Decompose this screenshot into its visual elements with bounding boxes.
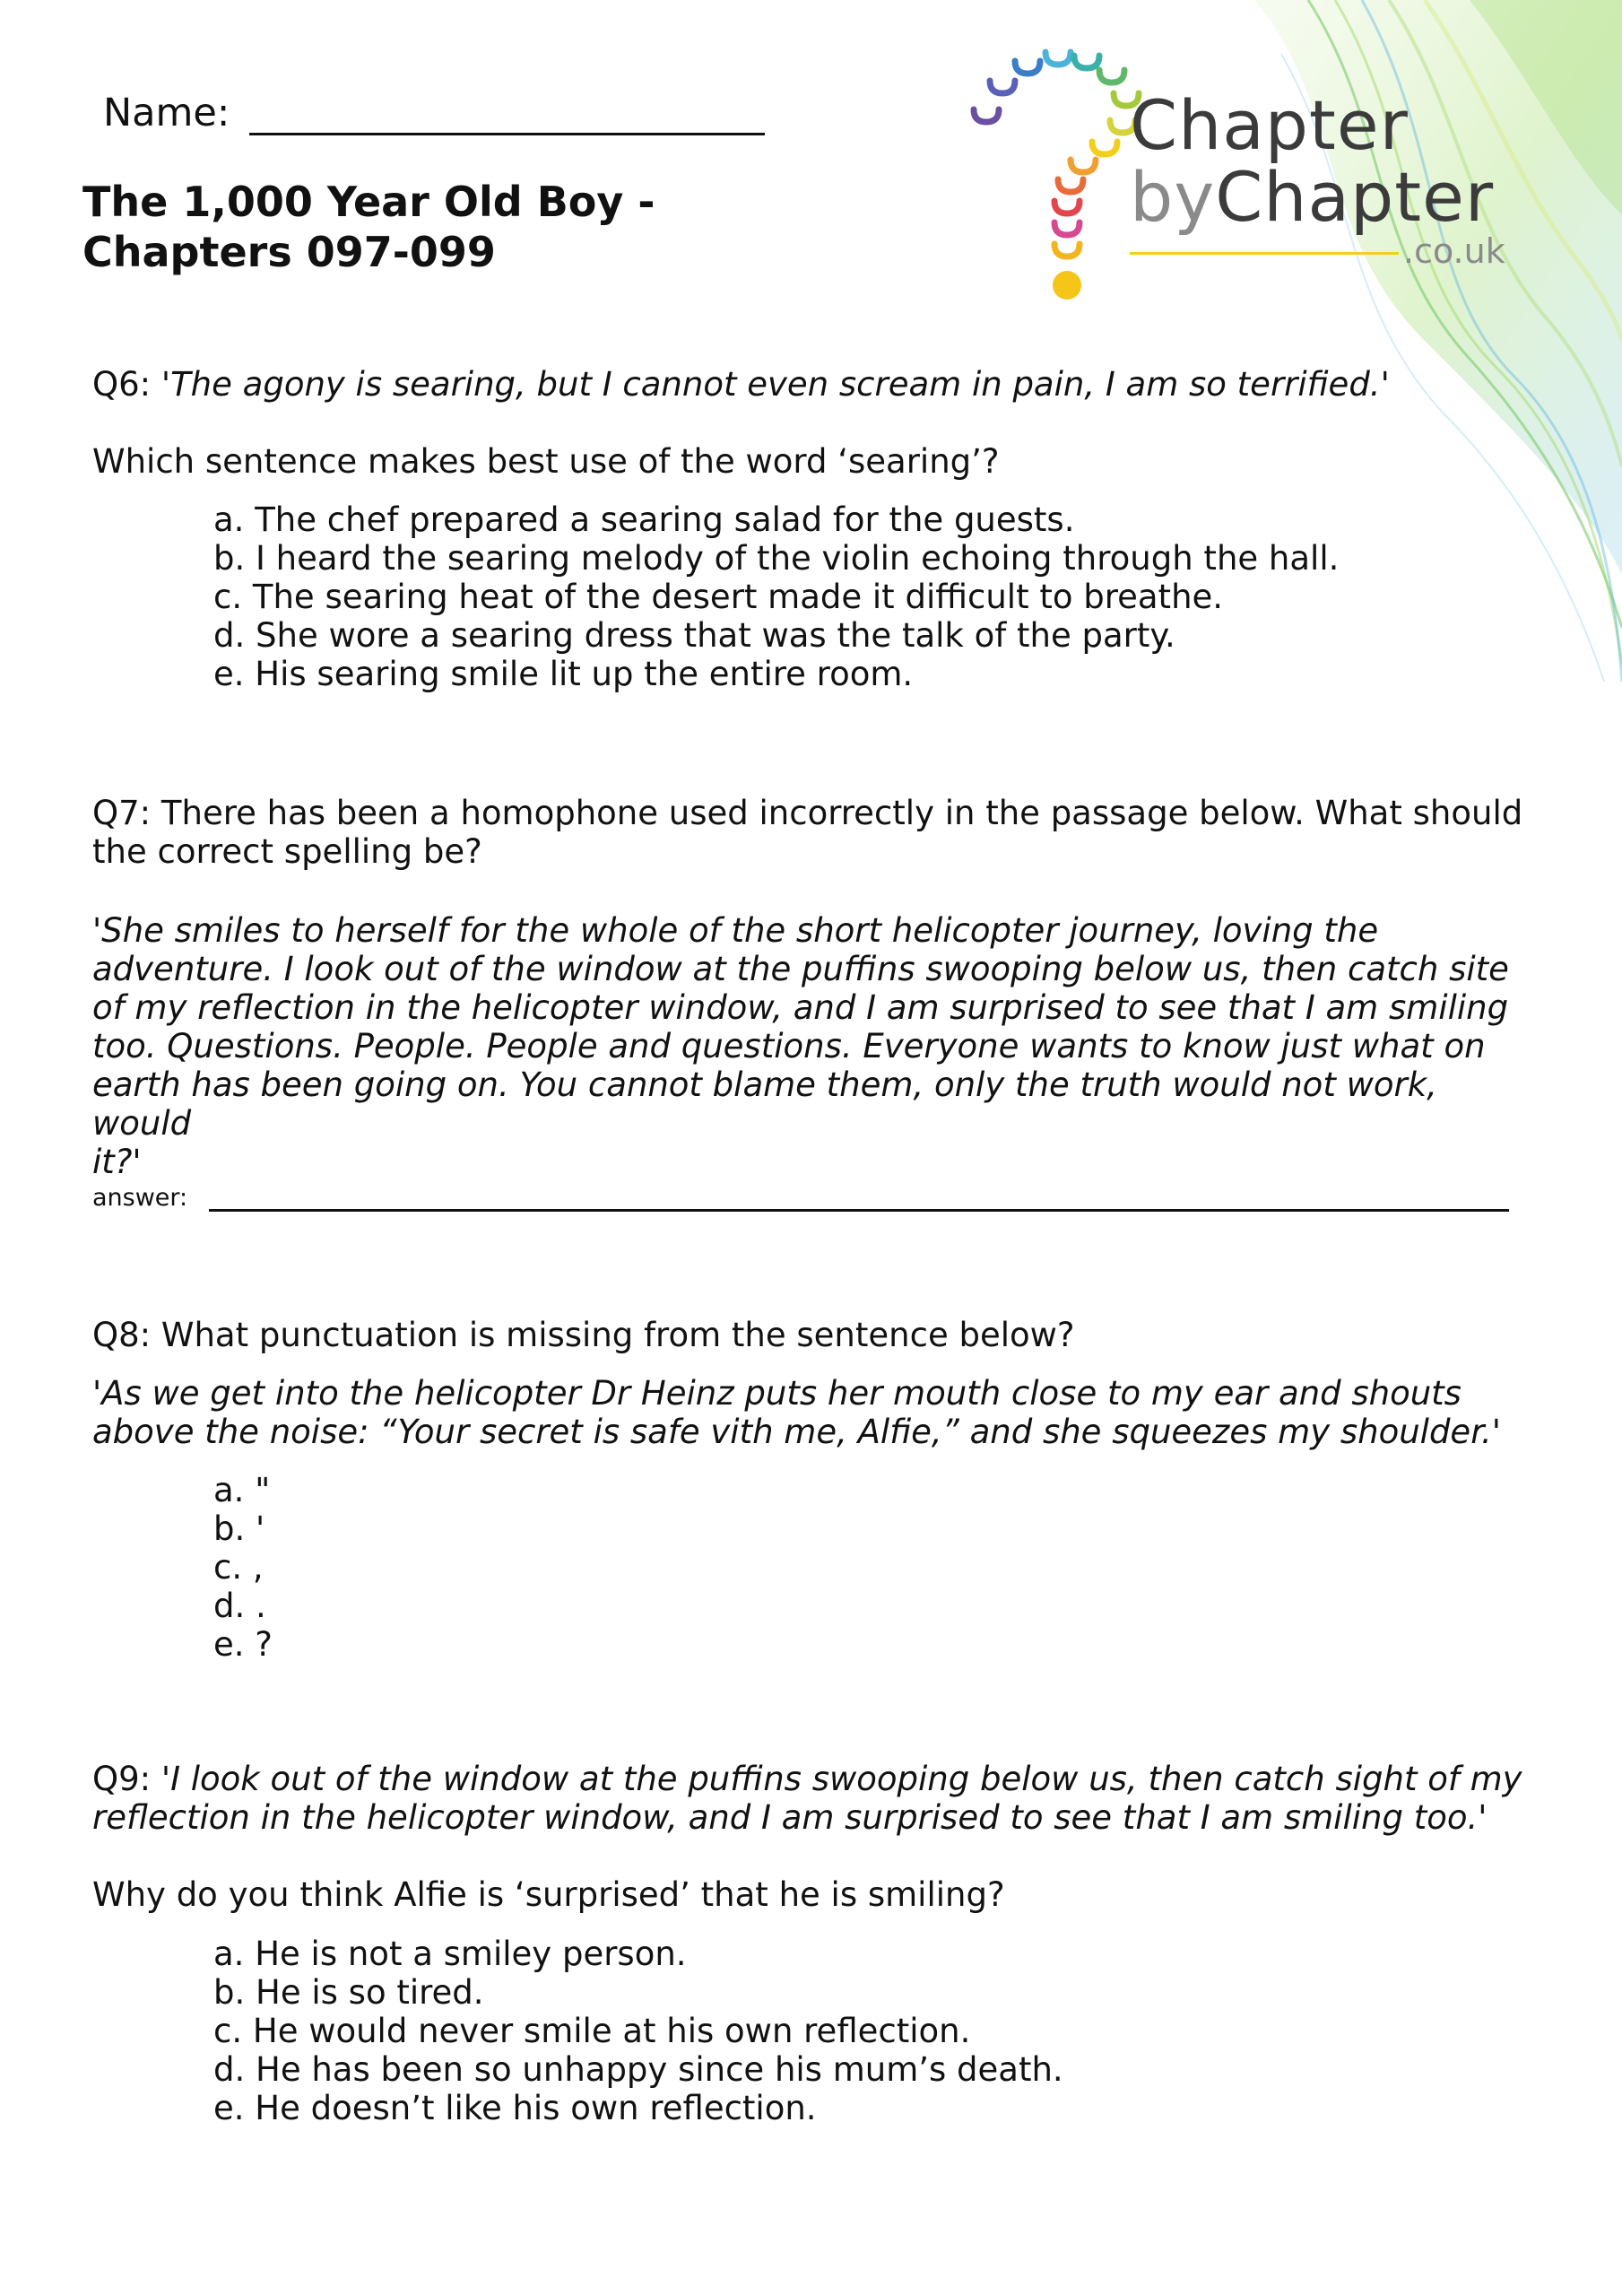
name-line[interactable] (249, 90, 765, 135)
q8-option-c[interactable]: c. , (213, 1548, 264, 1587)
q6-option-d[interactable]: d. She wore a searing dress that was the talk of the party. (213, 616, 1175, 655)
q6-label: Q6: (92, 365, 152, 404)
q6-prompt (92, 365, 1527, 404)
q9-question: Why do you think Alfie is ‘surprised’ that he is smiling? (92, 1875, 1005, 1914)
q8-question: Q8: What punctuation is missing from the sentence below? (92, 1316, 1075, 1354)
q9-quote-line-2: reflection in the helicopter window, and I am surprised to see that I am smiling too.' (92, 1798, 1488, 1837)
q7-question-line-2: the correct spelling be? (92, 832, 482, 871)
name-label: Name: (103, 91, 230, 135)
q9-option-b[interactable]: b. He is so tired. (213, 1973, 484, 2012)
q7-passage-line: too. Questions. People. People and questions. Everyone wants to know just what on (92, 1027, 1486, 1065)
q9-quote-line-1: 'I look out of the window at the puffins swooping below us, then catch sight of my (160, 1760, 1522, 1798)
q7-passage (92, 911, 1527, 1181)
q8-options (213, 1471, 273, 1664)
q6-option-b[interactable]: b. I heard the searing melody of the violin echoing through the hall. (213, 539, 1340, 578)
q7-answer-line[interactable] (209, 1182, 1509, 1212)
q9-option-d[interactable]: d. He has been so unhappy since his mum’s death. (213, 2050, 1063, 2089)
title-line-1: The 1,000 Year Old Boy - (82, 178, 655, 226)
q9-label: Q9: (92, 1760, 152, 1798)
q8-passage (92, 1374, 1527, 1451)
q7-question (92, 794, 1527, 871)
logo-wordmark (1130, 85, 1505, 271)
logo-underline (1130, 252, 1399, 255)
q6-option-c[interactable]: c. The searing heat of the desert made it difficult to breathe. (213, 578, 1224, 616)
q7-answer-label: answer: (92, 1184, 188, 1212)
document-title (82, 177, 710, 277)
q9-prompt (92, 1760, 1527, 1837)
q9-option-e[interactable]: e. He doesn’t like his own reflection. (213, 2089, 817, 2127)
q8-passage-line: 'As we get into the helicopter Dr Heinz puts her mouth close to my ear and shouts (92, 1374, 1462, 1413)
q8-option-b[interactable]: b. ' (213, 1509, 265, 1548)
q6-question: Which sentence makes best use of the word ‘searing’? (92, 442, 1000, 481)
q8-option-d[interactable]: d. . (213, 1587, 266, 1625)
q6-option-e[interactable]: e. His searing smile lit up the entire room. (213, 655, 914, 693)
q8-option-a[interactable]: a. " (213, 1471, 271, 1509)
q7-passage-line: earth has been going on. You cannot blame them, only the truth would not work, would (92, 1065, 1437, 1143)
q7-passage-line: of my reflection in the helicopter window, and I am surprised to see that I am smiling (92, 988, 1509, 1027)
q7-answer-field (92, 1182, 1509, 1212)
q7-question-line-1: Q7: There has been a homophone used incorrectly in the passage below. What should (92, 794, 1523, 832)
title-line-2: Chapters 097-099 (82, 228, 496, 276)
q6-options (213, 500, 1339, 693)
logo-word-bychapter (1130, 157, 1495, 237)
q7-passage-line: 'She smiles to herself for the whole of the short helicopter journey, loving the (92, 911, 1379, 950)
q9-option-c[interactable]: c. He would never smile at his own reflection. (213, 2012, 971, 2050)
q6-option-a[interactable]: a. The chef prepared a searing salad for the guests. (213, 500, 1075, 539)
q8-passage-line: above the noise: “Your secret is safe vith me, Alfie,” and she squeezes my shoulder.' (92, 1413, 1501, 1451)
q6-quote: 'The agony is searing, but I cannot even scream in pain, I am so terrified.' (160, 365, 1390, 404)
q8-option-e[interactable]: e. ? (213, 1625, 273, 1664)
logo-word-chapter-2: Chapter (1215, 157, 1495, 237)
q9-options (213, 1935, 1063, 2127)
q7-passage-line: adventure. I look out of the window at the puffins swooping below us, then catch site (92, 950, 1509, 988)
q7-passage-line: it?' (92, 1143, 142, 1181)
name-field (103, 90, 765, 135)
logo-word-chapter: Chapter (1130, 85, 1409, 165)
logo-word-by: by (1130, 157, 1216, 237)
logo-domain: .co.uk (1403, 231, 1505, 271)
q9-option-a[interactable]: a. He is not a smiley person. (213, 1935, 687, 1973)
